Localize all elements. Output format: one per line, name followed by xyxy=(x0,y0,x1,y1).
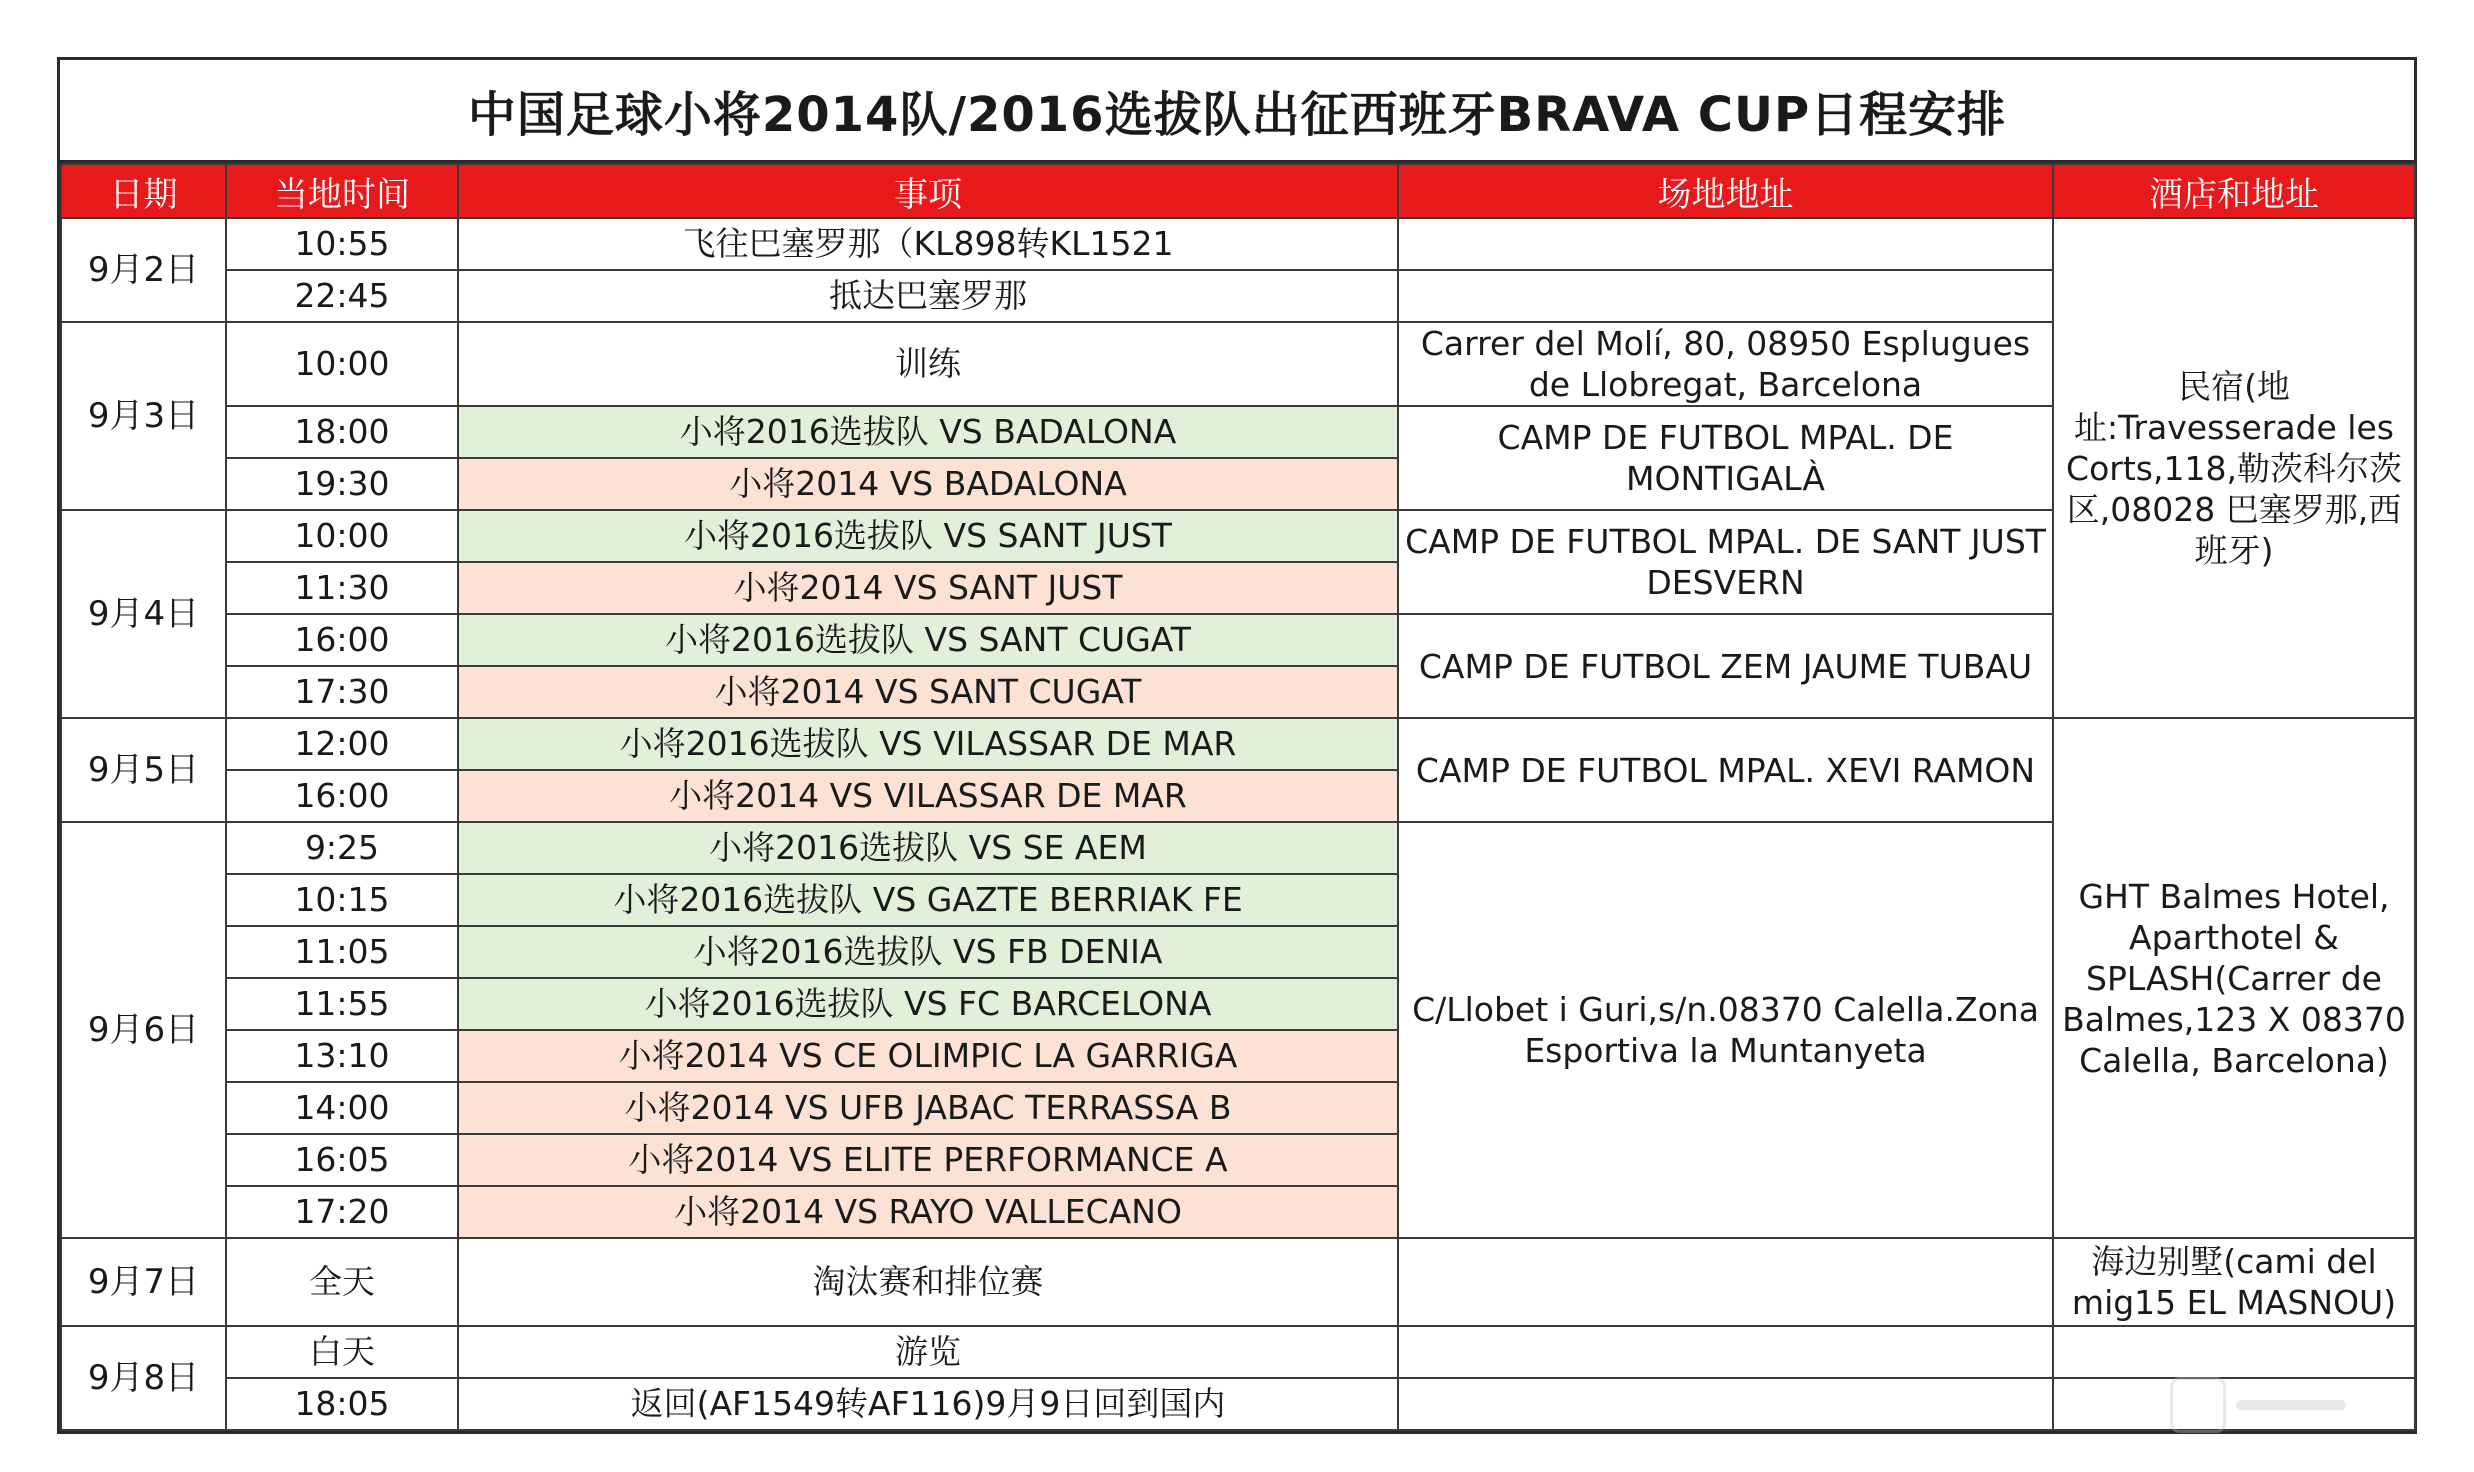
header-hotel: 酒店和地址 xyxy=(2053,164,2415,218)
time-cell: 12:00 xyxy=(226,718,458,770)
table-row xyxy=(61,1326,2415,1378)
date-cell: 9月2日 xyxy=(61,218,226,322)
event-cell: 淘汰赛和排位赛 xyxy=(458,1238,1398,1326)
venue-cell-empty xyxy=(1398,1238,2053,1326)
event-cell: 小将2016选拔队 VS GAZTE BERRIAK FE xyxy=(458,874,1398,926)
event-cell: 小将2014 VS UFB JABAC TERRASSA B xyxy=(458,1082,1398,1134)
time-cell: 14:00 xyxy=(226,1082,458,1134)
time-cell: 17:20 xyxy=(226,1186,458,1238)
hotel-cell: 民宿(地址:Travesserade les Corts,118,勒茨科尔茨区,08028 巴塞罗那,西班牙) xyxy=(2053,218,2415,718)
header-venue: 场地地址 xyxy=(1398,164,2053,218)
venue-cell: C/Llobet i Guri,s/n.08370 Calella.Zona Esportiva la Muntanyeta xyxy=(1398,822,2053,1238)
header-row xyxy=(61,164,2415,218)
time-cell: 全天 xyxy=(226,1238,458,1326)
venue-cell: CAMP DE FUTBOL ZEM JAUME TUBAU xyxy=(1398,614,2053,718)
venue-cell-empty xyxy=(1398,1326,2053,1378)
event-cell: 小将2016选拔队 VS SE AEM xyxy=(458,822,1398,874)
venue-cell: CAMP DE FUTBOL MPAL. XEVI RAMON xyxy=(1398,718,2053,822)
venue-cell: CAMP DE FUTBOL MPAL. DE SANT JUST DESVERN xyxy=(1398,510,2053,614)
table-row xyxy=(61,218,2415,270)
date-cell: 9月6日 xyxy=(61,822,226,1238)
venue-cell-empty xyxy=(1398,1378,2053,1430)
event-cell: 小将2016选拔队 VS FC BARCELONA xyxy=(458,978,1398,1030)
event-cell: 小将2016选拔队 VS SANT CUGAT xyxy=(458,614,1398,666)
event-cell: 游览 xyxy=(458,1326,1398,1378)
table-row xyxy=(61,1238,2415,1326)
time-cell: 13:10 xyxy=(226,1030,458,1082)
header-event: 事项 xyxy=(458,164,1398,218)
time-cell: 19:30 xyxy=(226,458,458,510)
event-cell: 训练 xyxy=(458,322,1398,406)
event-cell: 小将2014 VS CE OLIMPIC LA GARRIGA xyxy=(458,1030,1398,1082)
header-date: 日期 xyxy=(61,164,226,218)
time-cell: 9:25 xyxy=(226,822,458,874)
hotel-cell: GHT Balmes Hotel, Aparthotel & SPLASH(Carrer de Balmes,123 X 08370 Calella, Barcelona) xyxy=(2053,718,2415,1238)
time-cell: 22:45 xyxy=(226,270,458,322)
event-cell: 飞往巴塞罗那（KL898转KL1521 xyxy=(458,218,1398,270)
time-cell: 16:00 xyxy=(226,614,458,666)
event-cell: 小将2016选拔队 VS SANT JUST xyxy=(458,510,1398,562)
date-cell: 9月3日 xyxy=(61,322,226,510)
schedule-table xyxy=(60,163,2416,1431)
time-cell: 10:55 xyxy=(226,218,458,270)
date-cell: 9月4日 xyxy=(61,510,226,718)
event-cell: 小将2014 VS SANT CUGAT xyxy=(458,666,1398,718)
event-cell: 抵达巴塞罗那 xyxy=(458,270,1398,322)
time-cell: 16:00 xyxy=(226,770,458,822)
event-cell: 小将2014 VS ELITE PERFORMANCE A xyxy=(458,1134,1398,1186)
event-cell: 小将2014 VS BADALONA xyxy=(458,458,1398,510)
time-cell: 10:15 xyxy=(226,874,458,926)
event-cell: 返回(AF1549转AF116)9月9日回到国内 xyxy=(458,1378,1398,1430)
date-cell: 9月5日 xyxy=(61,718,226,822)
venue-cell-empty xyxy=(1398,218,2053,270)
page-title: 中国足球小将2014队/2016选拔队出征西班牙BRAVA CUP日程安排 xyxy=(60,60,2414,163)
event-cell: 小将2014 VS VILASSAR DE MAR xyxy=(458,770,1398,822)
watermark-bar xyxy=(2236,1400,2346,1410)
time-cell: 10:00 xyxy=(226,510,458,562)
table-row xyxy=(61,718,2415,770)
event-cell: 小将2014 VS SANT JUST xyxy=(458,562,1398,614)
time-cell: 10:00 xyxy=(226,322,458,406)
venue-cell: CAMP DE FUTBOL MPAL. DE MONTIGALÀ xyxy=(1398,406,2053,510)
event-cell: 小将2014 VS RAYO VALLECANO xyxy=(458,1186,1398,1238)
event-cell: 小将2016选拔队 VS FB DENIA xyxy=(458,926,1398,978)
time-cell: 11:30 xyxy=(226,562,458,614)
time-cell: 16:05 xyxy=(226,1134,458,1186)
venue-cell: Carrer del Molí, 80, 08950 Esplugues de Llobregat, Barcelona xyxy=(1398,322,2053,406)
date-cell: 9月8日 xyxy=(61,1326,226,1430)
venue-cell-empty xyxy=(1398,270,2053,322)
event-cell: 小将2016选拔队 VS VILASSAR DE MAR xyxy=(458,718,1398,770)
hotel-cell: 海边别墅(cami del mig15 EL MASNOU) xyxy=(2053,1238,2415,1326)
schedule-sheet xyxy=(57,57,2417,1434)
date-cell: 9月7日 xyxy=(61,1238,226,1326)
time-cell: 18:05 xyxy=(226,1378,458,1430)
header-time: 当地时间 xyxy=(226,164,458,218)
watermark-icon xyxy=(2170,1377,2226,1433)
time-cell: 白天 xyxy=(226,1326,458,1378)
watermark-logo xyxy=(2170,1370,2440,1440)
event-cell: 小将2016选拔队 VS BADALONA xyxy=(458,406,1398,458)
time-cell: 11:55 xyxy=(226,978,458,1030)
time-cell: 11:05 xyxy=(226,926,458,978)
table-row xyxy=(61,1378,2415,1430)
time-cell: 18:00 xyxy=(226,406,458,458)
time-cell: 17:30 xyxy=(226,666,458,718)
